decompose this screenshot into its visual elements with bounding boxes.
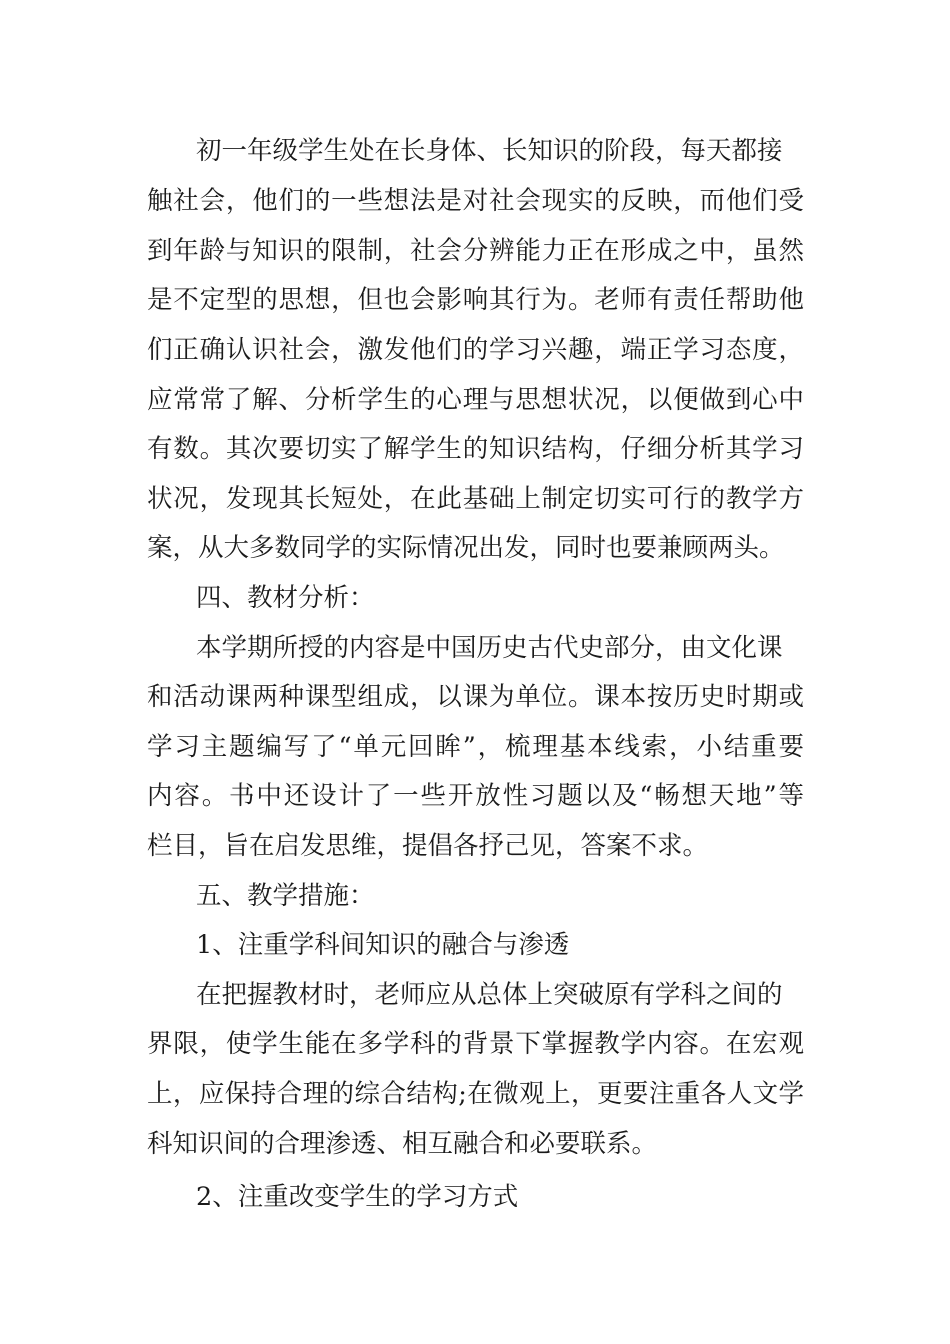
text-line: 是不定型的思想，但也会影响其行为。老师有责任帮助他	[147, 285, 804, 315]
text-line: 触社会，他们的一些想法是对社会现实的反映，而他们受	[147, 186, 804, 216]
text-line: 内容。书中还设计了一些开放性习题以及“畅想天地”等	[147, 781, 804, 811]
text-line: 在把握教材时，老师应从总体上突破原有学科之间的	[196, 980, 783, 1010]
text-line: 应常常了解、分析学生的心理与思想状况，以便做到心中	[147, 385, 804, 415]
text-line: 状况，发现其长短处，在此基础上制定切实可行的教学方	[147, 484, 804, 514]
text-line: 到年龄与知识的限制，社会分辨能力正在形成之中，虽然	[147, 236, 804, 266]
text-line: 学习主题编写了“单元回眸”，梳理基本线索，小结重要	[147, 732, 804, 762]
section-heading: 五、教学措施：	[196, 881, 375, 911]
text-line: 上，应保持合理的综合结构;在微观上，更要注重各人文学	[147, 1079, 804, 1109]
text-line: 初一年级学生处在长身体、长知识的阶段，每天都接	[196, 136, 783, 166]
text-line: 界限，使学生能在多学科的背景下掌握教学内容。在宏观	[147, 1029, 804, 1059]
text-line: 案，从大多数同学的实际情况出发，同时也要兼顾两头。	[147, 533, 785, 563]
text-line: 们正确认识社会，激发他们的学习兴趣，端正学习态度，	[147, 335, 804, 365]
text-line: 栏目，旨在启发思维，提倡各抒己见，答案不求。	[147, 831, 709, 861]
text-line: 有数。其次要切实了解学生的知识结构，仔细分析其学习	[147, 434, 804, 464]
subsection-heading: 1、注重学科间知识的融合与渗透	[196, 930, 570, 960]
text-line: 本学期所授的内容是中国历史古代史部分，由文化课	[196, 633, 783, 663]
section-heading: 四、教材分析：	[196, 583, 375, 613]
text-line: 科知识间的合理渗透、相互融合和必要联系。	[147, 1129, 658, 1159]
text-line: 和活动课两种课型组成，以课为单位。课本按历史时期或	[147, 682, 804, 712]
subsection-heading: 2、注重改变学生的学习方式	[196, 1182, 519, 1212]
